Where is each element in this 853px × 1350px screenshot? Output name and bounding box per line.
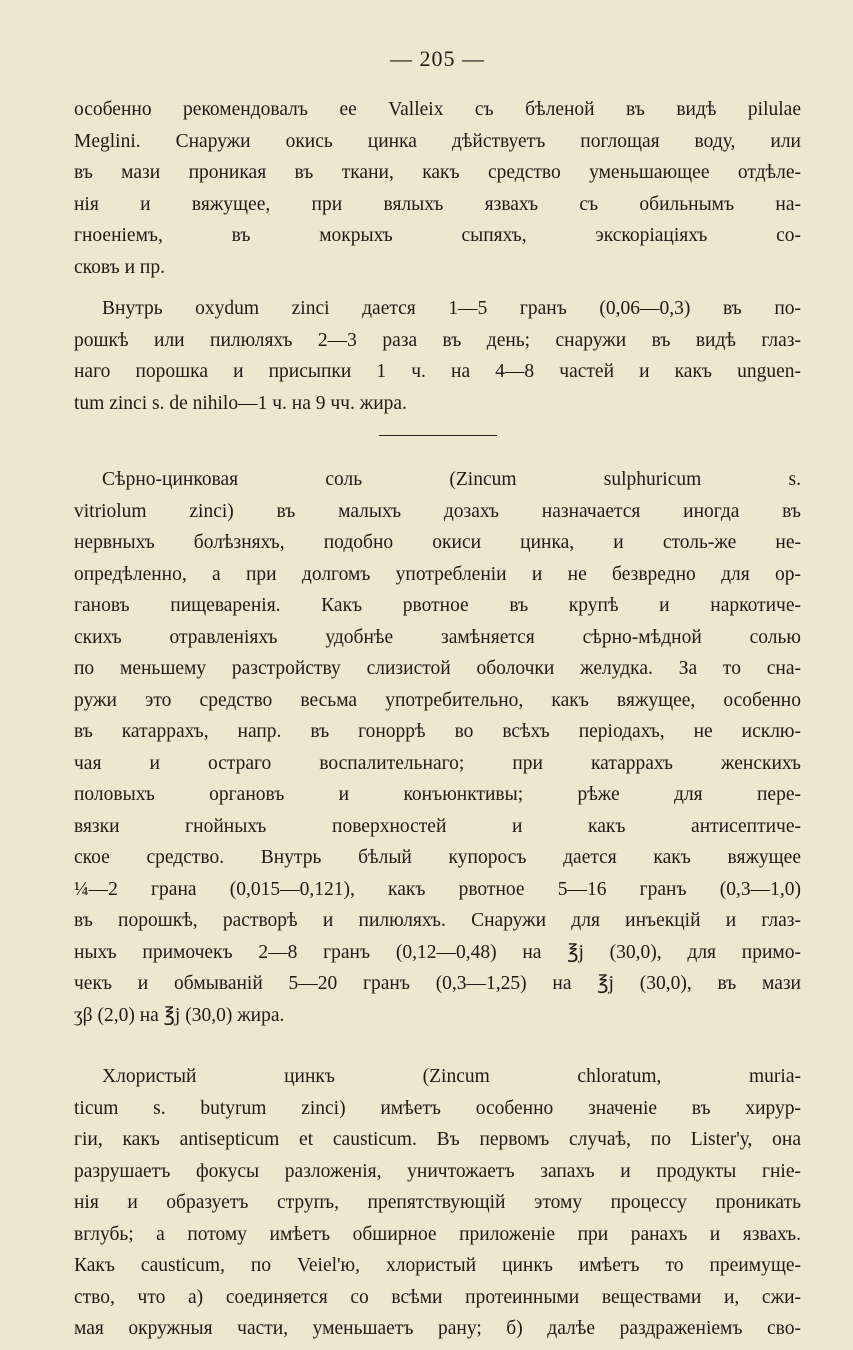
- text-line: наго порошка и присыпки 1 ч. на 4—8 частей и какъ unguen-: [74, 361, 801, 382]
- text-line: чая и остраго воспалительнаго; при катаррахъ женскихъ: [74, 752, 801, 774]
- paragraph-oxide-dosage: [74, 293, 801, 419]
- text-line: половыхъ органовъ и конъюнктивы; рѣже для пере-: [74, 784, 801, 805]
- text-line: ружи это средство весьма употребительно, какъ вяжущее, особенно: [74, 689, 801, 711]
- text-line: vitriolum zinci) въ малыхъ дозахъ назначается иногда въ: [74, 500, 801, 522]
- text-line: tum zinci s. de nihilo—1 ч. на 9 чч. жира.: [74, 392, 407, 414]
- text-line: въ порошкѣ, растворѣ и пилюляхъ. Снаружи для инъекцій и глаз-: [74, 910, 801, 931]
- text-line: ¼—2 грана (0,015—0,121), какъ рвотное 5—16 гранъ (0,3—1,0): [74, 878, 801, 900]
- text-line: сковъ и пр.: [74, 256, 165, 278]
- text-line: нервныхъ болѣзняхъ, подобно окиси цинка, и столь-же не-: [74, 532, 801, 553]
- text-line: Хлористый цинкъ (Zincum chloratum, muria-: [102, 1066, 801, 1087]
- text-line: ское средство. Внутрь бѣлый купоросъ дается какъ вяжущее: [74, 847, 801, 868]
- text-line: Сѣрно-цинковая соль (Zincum sulphuricum s.: [102, 469, 801, 490]
- text-line: мая окружныя части, уменьшаетъ рану; б) далѣе раздраженіемъ сво-: [74, 1318, 801, 1339]
- text-line: рошкѣ или пилюляхъ 2—3 раза въ день; снаружи въ видѣ глаз-: [74, 329, 801, 351]
- text-line: гноеніемъ, въ мокрыхъ сыпяхъ, экскоріаціяхъ со-: [74, 225, 801, 246]
- text-line: Какъ causticum, по Veiel'ю, хлористый цинкъ имѣетъ то преимуще-: [74, 1255, 801, 1276]
- text-line: ʒβ (2,0) на ℥j (30,0) жира.: [74, 1004, 285, 1026]
- text-line: ныхъ примочекъ 2—8 гранъ (0,12—0,48) на ℥j (30,0), для примо-: [74, 941, 801, 963]
- paragraph-zinc-sulphate: [74, 464, 801, 1031]
- text-line: особенно рекомендовалъ ее Valleix съ бѣленой въ видѣ pilulae: [74, 99, 801, 120]
- text-line: въ катаррахъ, напр. въ гоноррѣ во всѣхъ періодахъ, не исклю-: [74, 721, 801, 742]
- text-line: Meglini. Снаружи окись цинка дѣйствуетъ поглощая воду, или: [74, 130, 801, 152]
- paragraph-zinc-chloride: [74, 1061, 801, 1345]
- text-line: нія и вяжущее, при вялыхъ язвахъ съ обильнымъ на-: [74, 193, 801, 215]
- text-line: вязки гнойныхъ поверхностей и какъ антисептиче-: [74, 815, 801, 837]
- text-line: разрушаетъ фокусы разложенія, уничтожаетъ запахъ и продукты гніе-: [74, 1160, 801, 1182]
- text-line: ticum s. butyrum zinci) имѣетъ особенно значеніе въ хирур-: [74, 1097, 801, 1119]
- text-line: въ мази проникая въ ткани, какъ средство уменьшающее отдѣле-: [74, 162, 801, 183]
- text-line: по меньшему разстройству слизистой оболочки желудка. За то сна-: [74, 658, 801, 679]
- paragraph-oxide-external: [74, 94, 801, 283]
- text-line: ство, что а) соединяется со всѣми протеинными веществами и, сжи-: [74, 1286, 801, 1308]
- text-line: гановъ пищеваренія. Какъ рвотное въ крупѣ и наркотиче-: [74, 595, 801, 616]
- text-line: Внутрь oxydum zinci дается 1—5 гранъ (0,06—0,3) въ по-: [102, 298, 801, 319]
- text-line: чекъ и обмываній 5—20 гранъ (0,3—1,25) на ℥j (30,0), въ мази: [74, 973, 801, 994]
- text-line: скихъ отравленіяхъ удобнѣе замѣняется сѣрно-мѣдной солью: [74, 626, 801, 648]
- text-line: вглубь; а потому имѣетъ обширное приложеніе при ранахъ и язвахъ.: [74, 1223, 801, 1245]
- text-line: опредѣленно, а при долгомъ употребленіи и не безвредно для ор-: [74, 563, 801, 585]
- text-line: гіи, какъ antisepticum et causticum. Въ первомъ случаѣ, по Lister'у, она: [74, 1129, 801, 1150]
- page-number: — 205 —: [390, 46, 485, 71]
- section-divider: [379, 435, 497, 436]
- text-line: нія и образуетъ струпъ, препятствующій этому процессу проникать: [74, 1192, 801, 1213]
